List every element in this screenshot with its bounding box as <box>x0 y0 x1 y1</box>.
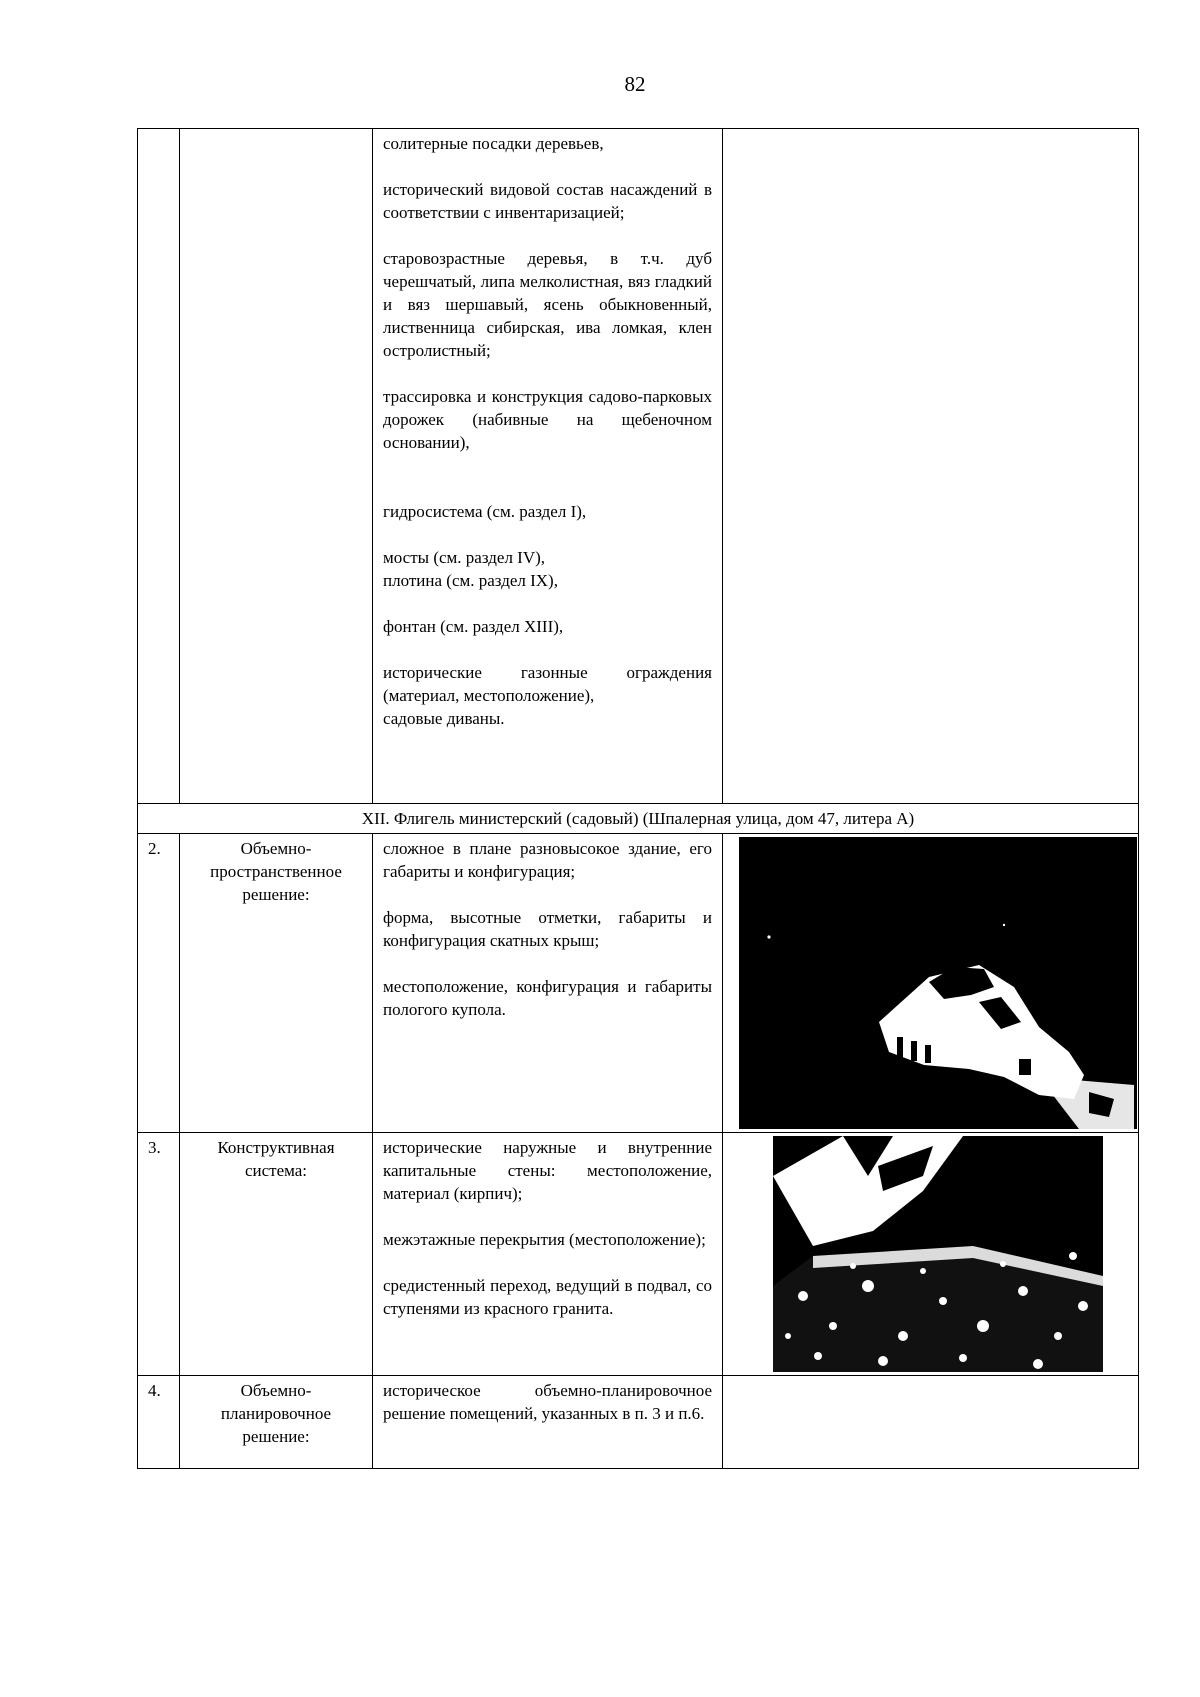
table-row <box>138 834 1139 1133</box>
section-title: XII. Флигель министерский (садовый) (Шпалерная улица, дом 47, литера А) <box>138 804 1139 834</box>
list-item: солитерные посадки деревьев, <box>383 134 604 153</box>
row-content-cell <box>373 1133 723 1376</box>
row-content-cell <box>373 834 723 1133</box>
list-item: мосты (см. раздел IV), <box>383 548 546 567</box>
list-item: старовозрастные деревья, в т.ч. дуб черешчатый, липа мелколистная, вяз гладкий и вяз шершавый, ясень обыкновенный, лиственница сибирская, ива ломкая, клен остролистный; <box>383 249 712 360</box>
section-header-row <box>138 804 1139 834</box>
list-item: исторический видовой состав насаждений в соответствии с инвентаризацией; <box>383 180 712 222</box>
table-row <box>138 1133 1139 1376</box>
row-photo-cell <box>723 1133 1139 1376</box>
row-label: Объемно-пространственное решение: <box>180 834 373 1133</box>
row-number: 4. <box>138 1376 180 1469</box>
list-item: историческое объемно-планировочное решение помещений, указанных в п. 3 и п.6. <box>383 1381 712 1423</box>
row-label: Конструктивная система: <box>180 1133 373 1376</box>
granite-steps-photo <box>773 1136 1103 1372</box>
list-item: гидросистема (см. раздел I), <box>383 502 587 521</box>
row-label: Объемно-планировочное решение: <box>180 1376 373 1469</box>
monument-subject-table <box>137 128 1139 1469</box>
page-number: 82 <box>624 72 646 96</box>
row-content-cell <box>373 129 723 804</box>
list-item: местоположение, конфигурация и габариты пологого купола. <box>383 977 712 1019</box>
building-exterior-photo <box>739 837 1137 1129</box>
row-photo-cell <box>723 834 1139 1133</box>
row-photo-cell <box>723 1376 1139 1469</box>
row-number-cell <box>138 129 180 804</box>
row-content-cell <box>373 1376 723 1469</box>
table-row-continuation <box>138 129 1139 804</box>
list-item: фонтан (см. раздел XIII), <box>383 617 564 636</box>
row-photo-cell <box>723 129 1139 804</box>
list-item: садовые диваны. <box>383 709 505 728</box>
list-item: средистенный переход, ведущий в подвал, со ступенями из красного гранита. <box>383 1276 712 1318</box>
row-number: 2. <box>138 834 180 1133</box>
row-label-cell <box>180 129 373 804</box>
row-number: 3. <box>138 1133 180 1376</box>
table-row <box>138 1376 1139 1469</box>
list-item: форма, высотные отметки, габариты и конфигурация скатных крыш; <box>383 908 712 950</box>
list-item: исторические газонные ограждения (материал, местоположение), <box>383 663 712 705</box>
list-item: межэтажные перекрытия (местоположение); <box>383 1230 706 1249</box>
list-item: плотина (см. раздел IX), <box>383 571 558 590</box>
list-item: трассировка и конструкция садово-парковых дорожек (набивные на щебеночном основании), <box>383 387 712 452</box>
list-item: сложное в плане разновысокое здание, его габариты и конфигурация; <box>383 839 712 881</box>
list-item: исторические наружные и внутренние капитальные стены: местоположение, материал (кирпич); <box>383 1138 712 1203</box>
